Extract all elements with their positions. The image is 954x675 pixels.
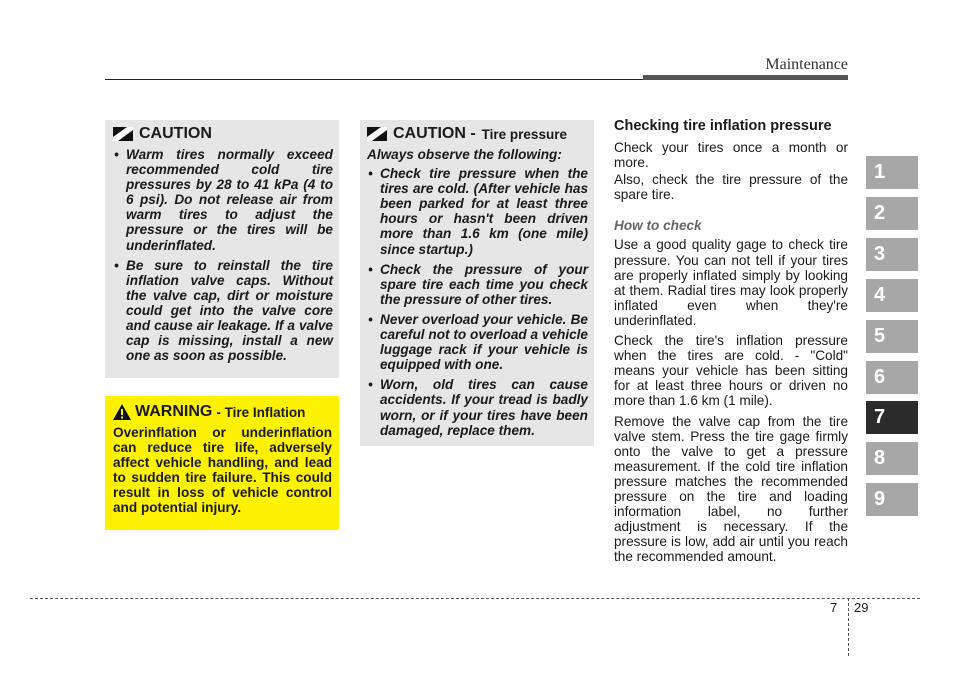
chapter-tab-1[interactable]: 1 xyxy=(866,156,918,189)
paragraph: Check your tires once a month or more. xyxy=(614,140,848,171)
caution-heading xyxy=(367,125,588,143)
warning-triangle-icon xyxy=(113,404,131,420)
list-item: • Check tire pressure when the tires are cold. (After vehicle has been parked for at least three hours or hasn't been driven more than 1.6 km (one mile) since startup.) xyxy=(367,166,588,257)
header-accent-bar xyxy=(643,75,848,80)
chapter-number: 7 xyxy=(830,600,838,615)
caution-icon xyxy=(113,127,133,141)
chapter-tab-6[interactable]: 6 xyxy=(866,361,918,394)
caution-title: CAUTION - xyxy=(393,125,476,142)
warning-subtitle: - Tire Inflation xyxy=(216,404,306,420)
caution-subtitle: Tire pressure xyxy=(481,126,567,142)
chapter-tab-5[interactable]: 5 xyxy=(866,320,918,353)
chapter-tab-7[interactable]: 7 xyxy=(866,401,918,434)
main-text-column xyxy=(614,118,848,569)
list-item: • Never overload your vehicle. Be careful not to overload a vehicle luggage rack if your vehicle is equipped with one. xyxy=(367,312,588,372)
caution-box-tire-pressure xyxy=(360,120,594,446)
caution-icon xyxy=(367,127,387,141)
paragraph: Use a good quality gage to check tire pressure. You can not tell if your tires are properly inflated simply by looking at them. Radial tires may look properly inflated even when they're underinflated. xyxy=(614,237,848,328)
caution-heading xyxy=(113,125,333,143)
warning-box-tire-inflation xyxy=(105,396,339,530)
warning-heading xyxy=(113,403,332,421)
caution-list xyxy=(367,166,588,438)
chapter-tab-8[interactable]: 8 xyxy=(866,442,918,475)
caution-intro: Always observe the following: xyxy=(367,147,562,162)
warning-title: WARNING xyxy=(135,403,213,420)
subheading: How to check xyxy=(614,218,702,234)
chapter-tab-3[interactable]: 3 xyxy=(866,238,918,271)
section-title: Maintenance xyxy=(765,56,848,73)
list-item: • Check the pressure of your spare tire each time you check the pressure of other tires. xyxy=(367,262,588,307)
chapter-tab-9[interactable]: 9 xyxy=(866,483,918,516)
caution-title: CAUTION xyxy=(139,125,212,142)
warning-text: Overinflation or underinflation can reduce tire life, adversely affect vehicle handling, and lead to sudden tire failure. This could result in loss of vehicle control and potential injury. xyxy=(113,425,332,516)
page-number: 29 xyxy=(854,600,869,615)
list-item: • Warm tires normally exceed recommended cold tire pressures by 28 to 41 kPa (4 to 6 psi). Do not release air from warm tires to adjust the pressure or the tires will be underinflated. xyxy=(113,147,333,253)
section-heading: Checking tire inflation pressure xyxy=(614,118,832,134)
paragraph: Check the tire's inflation pressure when the tires are cold. - "Cold" means your vehicle has been sitting for at least three hours or driven no more than 1.6 km (1 mile). xyxy=(614,333,848,409)
paragraph: Also, check the tire pressure of the spare tire. xyxy=(614,172,848,203)
footer-rule xyxy=(30,598,920,599)
list-item: • Be sure to reinstall the tire inflation valve caps. Without the valve cap, dirt or moisture could get into the valve core and cause air leakage. If a valve cap is missing, install a new one as soon as possible. xyxy=(113,258,333,364)
list-item: • Worn, old tires can cause accidents. If your tread is badly worn, or if your tires have been damaged, replace them. xyxy=(367,377,588,437)
footer-divider xyxy=(848,598,849,656)
chapter-tab-2[interactable]: 2 xyxy=(866,197,918,230)
caution-box-tire-temperature xyxy=(105,120,339,378)
caution-list xyxy=(113,147,333,363)
paragraph: Remove the valve cap from the tire valve stem. Press the tire gage firmly onto the valve to get a pressure measurement. If the cold tire inflation pressure matches the recommended pressure on the tire and loading information label, no further adjustment is necessary. If the pressure is low, add air until you reach the recommended amount. xyxy=(614,413,848,565)
chapter-tab-4[interactable]: 4 xyxy=(866,279,918,312)
